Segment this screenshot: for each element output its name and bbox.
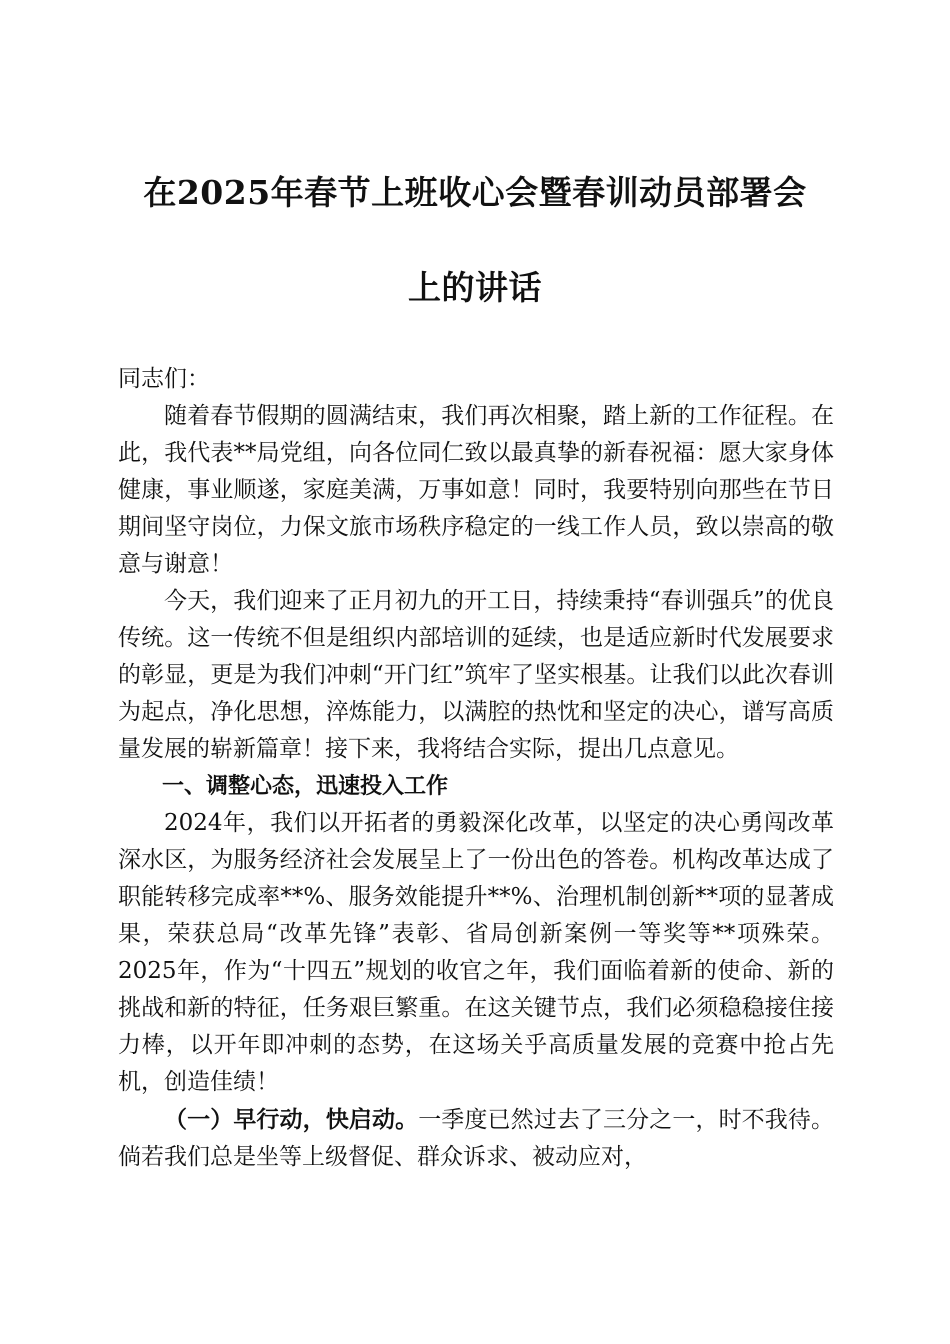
subsection-text-1: 一季度已然过去了三分之一，时不我待。倘若我们总是坐等上级督促、群众诉求、被动应对，: [118, 1107, 835, 1170]
salutation: 同志们：: [118, 366, 210, 392]
document-body: [118, 361, 834, 1176]
paragraph-subsection-1: [118, 1101, 834, 1176]
paragraph-section-1: 2024年，我们以开拓者的勇毅深化改革，以坚定的决心勇闯改革深水区，为服务经济社会发展呈上了一份出色的答卷。机构改革达成了职能转移完成率**%、服务效能提升**%、治理机制创新**项的显著成果，荣获总局“改革先锋”表彰、省局创新案例一等奖等**项殊荣。2025年，作为“十四五”规划的收官之年，我们面临着新的使命、新的挑战和新的特征，任务艰巨繁重。在这关键节点，我们必须稳稳接住接力棒，以开年即冲刺的态势，在这场关乎高质量发展的竞赛中抢占先机，创造佳绩！: [118, 810, 834, 1095]
document-title-line-1: 在2025年春节上班收心会暨春训动员部署会: [143, 173, 807, 212]
subsection-heading-1: （一）早行动，快启动。: [164, 1106, 419, 1133]
paragraph-spring-training: 今天，我们迎来了正月初九的开工日，持续秉持“春训强兵”的优良传统。这一传统不但是组织内部培训的延续，也是适应新时代发展要求的彰显，更是为我们冲刺“开门红”筑牢了坚实根基。让我们以此次春训为起点，净化思想，淬炼能力，以满腔的热忱和坚定的决心，谱写高质量发展的崭新篇章！接下来，我将结合实际，提出几点意见。: [118, 588, 834, 762]
paragraph-greeting: 随着春节假期的圆满结束，我们再次相聚，踏上新的工作征程。在此，我代表**局党组，向各位同仁致以最真挚的新春祝福：愿大家身体健康，事业顺遂，家庭美满，万事如意！同时，我要特别向那些在节日期间坚守岗位，力保文旅市场秩序稳定的一线工作人员，致以崇高的敬意与谢意！: [118, 403, 834, 577]
section-heading-1: 一、调整心态，迅速投入工作: [162, 774, 449, 799]
document-title-line-2: 上的讲话: [408, 268, 542, 307]
